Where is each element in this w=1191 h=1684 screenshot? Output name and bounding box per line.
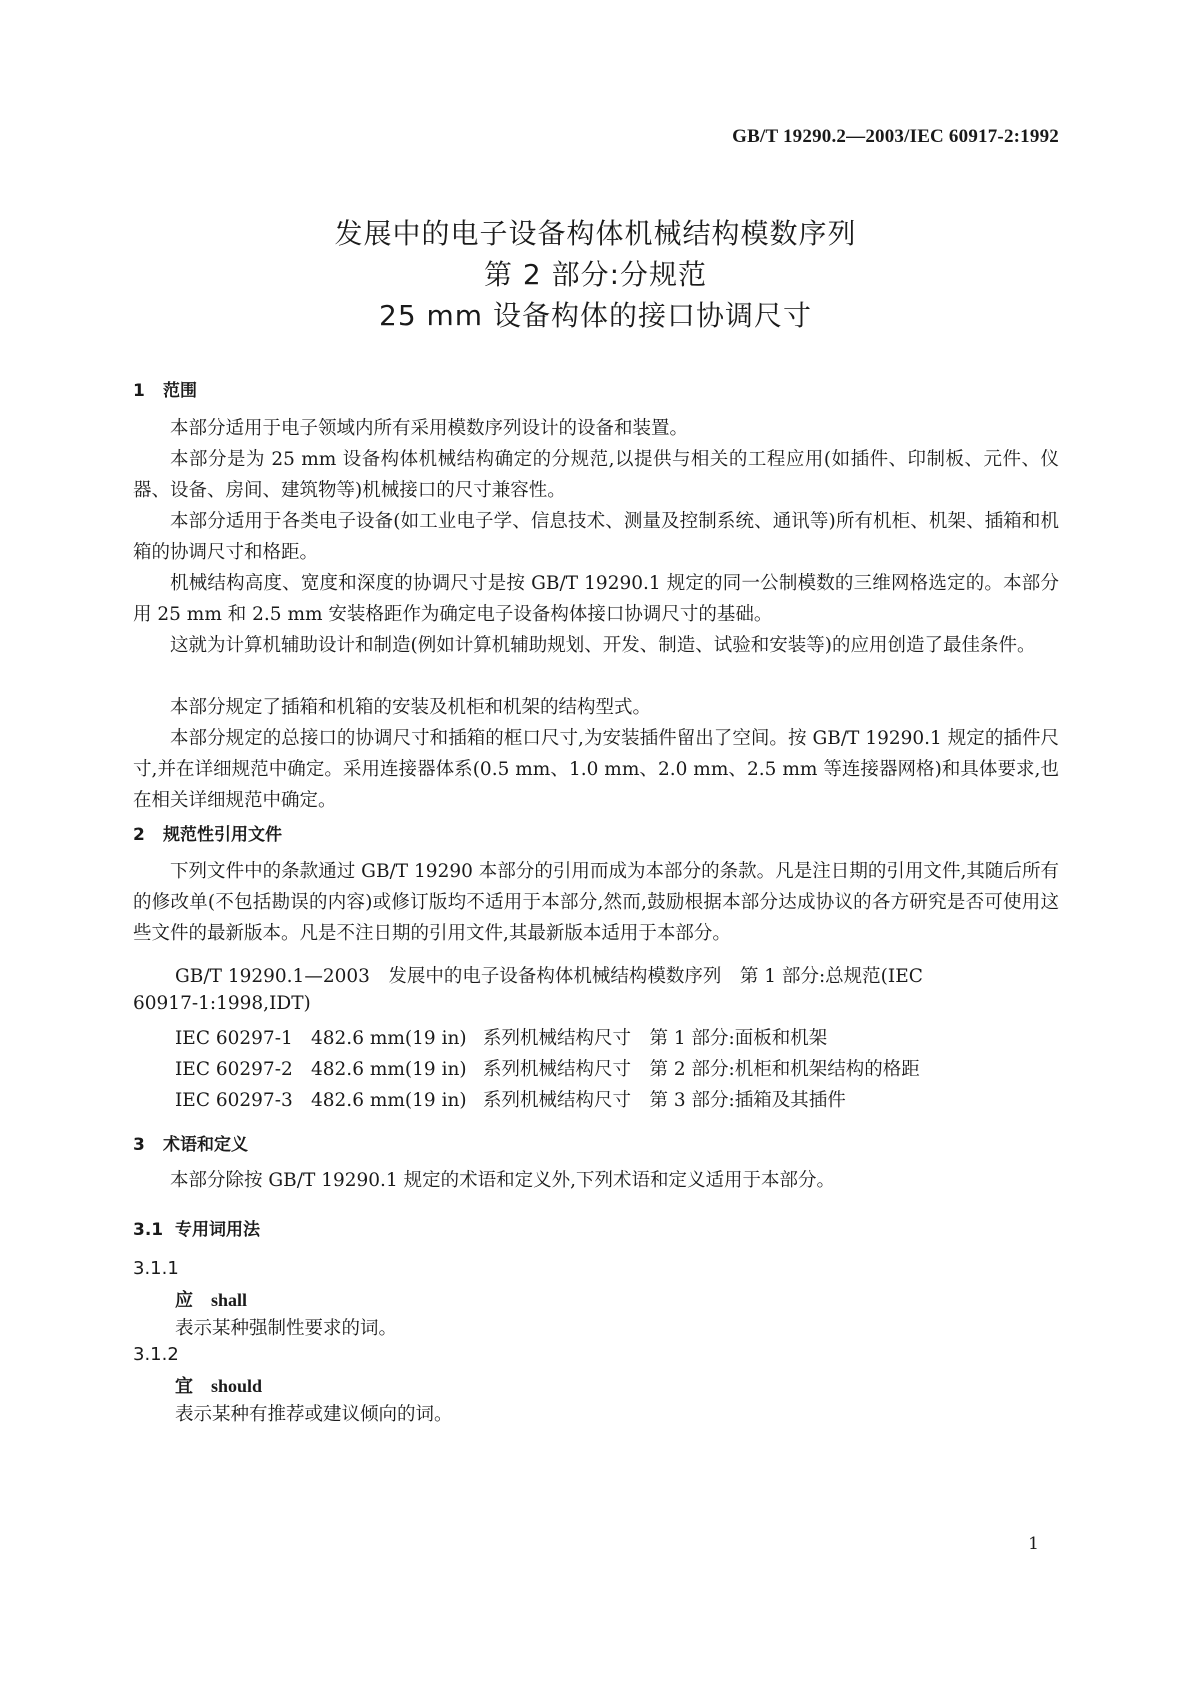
document-title-line-1: 发展中的电子设备构体机械结构模数序列 [334,217,857,250]
reference-size: 482.6 mm(19 in) [311,1028,467,1049]
term-english: should [211,1376,263,1396]
reference-title: 系列机械结构尺寸 第 1 部分:面板和机架 [483,1028,828,1049]
section-1-paragraph: 本部分是为 25 mm 设备构体机械结构确定的分规范,以提供与相关的工程应用(如插件、印制板、元件、仪器、设备、房间、建筑物等)机械接口的尺寸兼容性。 [133,449,1059,501]
section-2-intro: 下列文件中的条款通过 GB/T 19290 本部分的引用而成为本部分的条款。凡是注日期的引用文件,其随后所有的修改单(不包括勘误的内容)或修订版均不适用于本部分,然而,鼓励根据本部分达成协议的各方研究是否可使用这些文件的最新版本。凡是不注日期的引用文件,其最新版本适用于本部分。 [133,861,1059,944]
subsection-3-1-heading [133,1215,260,1240]
section-1-paragraph: 本部分规定了插箱和机箱的安装及机柜和机架的结构型式。 [170,697,652,718]
section-3-heading [133,1130,248,1155]
reference-item [175,1086,846,1112]
section-1-heading [133,376,197,401]
term-id: 3.1.1 [133,1258,179,1279]
subsection-3-1-title: 专用词用法 [175,1220,260,1240]
reference-size: 482.6 mm(19 in) [311,1090,467,1111]
reference-title: 系列机械结构尺寸 第 2 部分:机柜和机架结构的格距 [483,1059,920,1080]
reference-code: IEC 60297-3 [175,1090,293,1111]
section-1-paragraph: 这就为计算机辅助设计和制造(例如计算机辅助规划、开发、制造、试验和安装等)的应用创造了最佳条件。 [170,635,1036,656]
term-chinese: 宜 [175,1376,193,1397]
term-english: shall [211,1290,248,1310]
term-definition: 表示某种有推荐或建议倾向的词。 [175,1404,453,1425]
document-title-line-3: 25 mm 设备构体的接口协调尺寸 [379,299,812,332]
reference-item [175,1024,827,1050]
section-3-intro: 本部分除按 GB/T 19290.1 规定的术语和定义外,下列术语和定义适用于本部分。 [170,1170,835,1191]
section-1-paragraph: 本部分规定的总接口的协调尺寸和插箱的框口尺寸,为安装插件留出了空间。按 GB/T 19290.1 规定的插件尺寸,并在详细规范中确定。采用连接器体系(0.5 mm、1.0 mm、2.0 mm、2.5 mm 等连接器网格)和具体要求,也在相关详细规范中确定。 [133,728,1059,811]
section-3-title: 术语和定义 [163,1135,248,1155]
section-2-title: 规范性引用文件 [163,825,282,845]
term-id: 3.1.2 [133,1344,179,1365]
document-title-line-2: 第 2 部分:分规范 [483,258,708,291]
section-1-paragraph: 本部分适用于各类电子设备(如工业电子学、信息技术、测量及控制系统、通讯等)所有机柜、机架、插箱和机箱的协调尺寸和格距。 [133,511,1059,563]
term-entry [175,1372,262,1398]
section-2-heading [133,820,282,845]
term-definition: 表示某种强制性要求的词。 [175,1318,398,1339]
reference-gbt-line-1: GB/T 19290.1—2003 发展中的电子设备构体机械结构模数序列 第 1 部分:总规范(IEC [175,966,923,987]
term-entry [175,1286,247,1312]
subsection-3-1-number: 3.1 [133,1220,164,1240]
section-1-paragraph: 机械结构高度、宽度和深度的协调尺寸是按 GB/T 19290.1 规定的同一公制模数的三维网格选定的。本部分用 25 mm 和 2.5 mm 安装格距作为确定电子设备构体接口协调尺寸的基础。 [133,573,1059,625]
reference-code: IEC 60297-2 [175,1059,293,1080]
reference-size: 482.6 mm(19 in) [311,1059,467,1080]
section-1-number: 1 [133,381,145,401]
reference-item [175,1055,920,1081]
page-number: 1 [1028,1534,1039,1554]
reference-title: 系列机械结构尺寸 第 3 部分:插箱及其插件 [483,1090,846,1111]
standard-number: GB/T 19290.2—2003/IEC 60917-2:1992 [732,126,1059,147]
reference-code: IEC 60297-1 [175,1028,293,1049]
section-3-number: 3 [133,1135,145,1155]
term-chinese: 应 [175,1290,193,1311]
reference-gbt-line-2: 60917-1:1998,IDT) [133,993,311,1014]
section-1-paragraph: 本部分适用于电子领域内所有采用模数序列设计的设备和装置。 [170,418,689,439]
section-2-number: 2 [133,825,145,845]
section-1-title: 范围 [163,381,197,401]
